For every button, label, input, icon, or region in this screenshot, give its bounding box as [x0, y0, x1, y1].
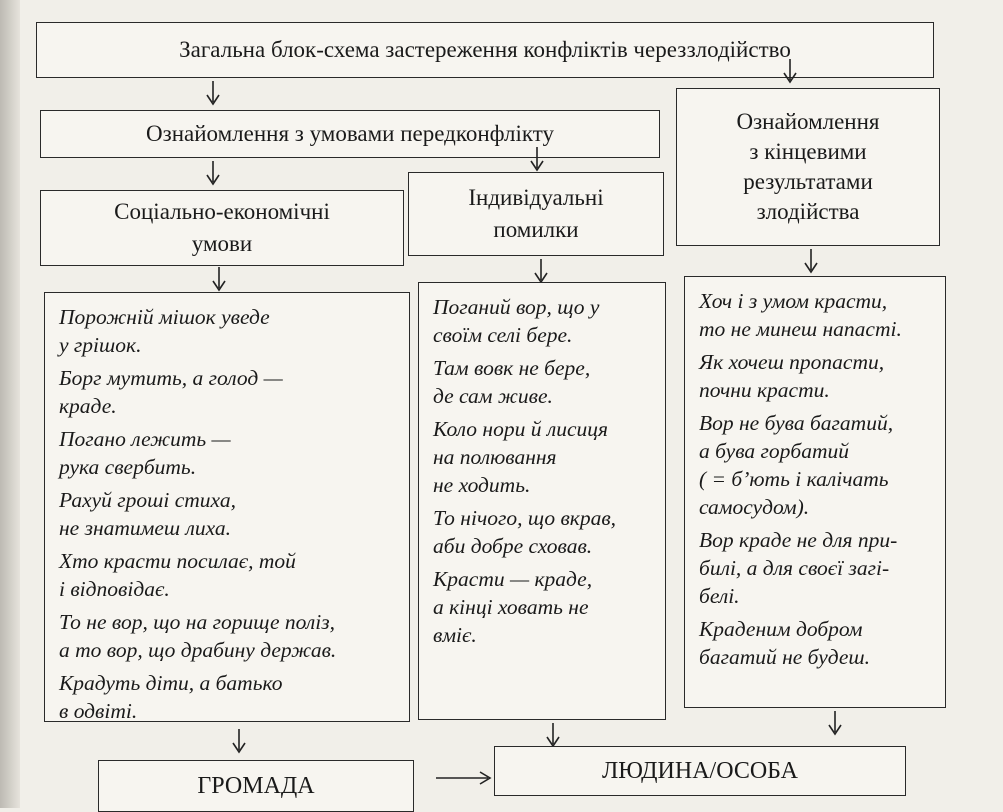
final-results-text: Ознайомлення з кінцевими результатами злодійства: [736, 109, 880, 224]
final-results-box: [676, 88, 940, 246]
community-text: ГРОМАДА: [197, 773, 315, 799]
precondition-box: [40, 110, 660, 158]
arrow-down-icon: [532, 258, 550, 284]
proverb-item: Хоч і з умом красти, то не минеш напасті.: [699, 289, 902, 341]
proverb-item: Вор краде не для при- билі, а для своєї загі- белі.: [699, 528, 898, 608]
arrow-down-icon: [781, 58, 799, 84]
socio-economic-box: [40, 190, 404, 266]
proverb-item: Коло нори й лисиця на полювання не ходить.: [433, 417, 609, 497]
proverb-item: То нічого, що вкрав, аби добре сховав.: [433, 506, 617, 558]
arrow-down-icon: [230, 728, 248, 754]
proverbs-results-box: [684, 276, 946, 708]
page-edge-shadow: [0, 0, 20, 808]
proverb-item: Поганий вор, що у своїм селі бере.: [433, 295, 600, 347]
precondition-text: Ознайомлення з умовами передконфлікту: [146, 121, 554, 146]
individual-errors-text: Індивідуальні помилки: [468, 185, 604, 242]
proverb-item: Там вовк не бере, де сам живе.: [433, 356, 591, 408]
proverb-item: Борг мутить, а голод — краде.: [59, 366, 283, 418]
proverb-item: Крадуть діти, а батько в одвіті.: [59, 671, 283, 723]
proverb-item: То не вор, що на горище поліз, а то вор, що драбину держав.: [59, 610, 337, 662]
arrow-down-icon: [204, 160, 222, 186]
arrow-down-icon: [204, 80, 222, 106]
proverb-item: Красти — краде, а кінці ховать не вміє.: [433, 567, 593, 647]
title-text: Загальна блок-схема застереження конфліктів череззлодійство: [179, 37, 791, 62]
proverb-item: Краденим добром багатий не будеш.: [699, 617, 870, 669]
arrow-down-icon: [544, 722, 562, 748]
arrow-down-icon: [210, 266, 228, 292]
socio-economic-text: Соціально-економічні умови: [114, 199, 330, 256]
proverb-item: Рахуй гроші стиха, не знатимеш лиха.: [59, 488, 236, 540]
community-box: [98, 760, 414, 812]
proverbs-socio-box: [44, 292, 410, 722]
arrow-down-icon: [528, 146, 546, 172]
person-text: ЛЮДИНА/ОСОБА: [602, 758, 798, 784]
proverbs-individual-box: [418, 282, 666, 720]
proverb-item: Погано лежить — рука свербить.: [59, 427, 231, 479]
arrow-down-icon: [826, 710, 844, 736]
proverb-item: Як хочеш пропасти, почни красти.: [699, 350, 885, 402]
proverb-item: Порожній мішок уведе у грішок.: [59, 305, 270, 357]
title-box: [36, 22, 934, 78]
individual-errors-box: [408, 172, 664, 256]
person-box: [494, 746, 906, 796]
arrow-down-icon: [802, 248, 820, 274]
proverb-item: Вор не бува багатий, а бува горбатий ( = б’ють і калічать самосудом).: [699, 411, 894, 519]
arrow-right-icon: [434, 768, 492, 788]
proverb-item: Хто красти посилає, той і відповідає.: [59, 549, 296, 601]
